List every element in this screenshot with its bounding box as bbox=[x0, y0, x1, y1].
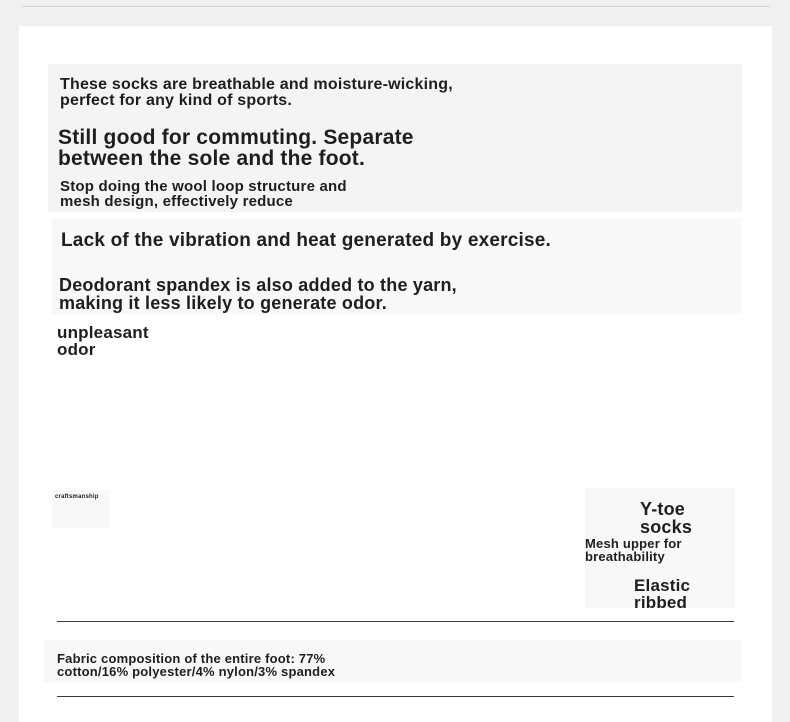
mesh-upper-label: Mesh upper for breathability bbox=[585, 536, 682, 564]
composition-divider-top bbox=[57, 621, 734, 622]
feature-text-breathable: These socks are breathable and moisture-wicking, perfect for any kind of sports. bbox=[60, 76, 453, 109]
top-divider bbox=[22, 6, 770, 7]
fabric-composition: Fabric composition of the entire foot: 77% cotton/16% polyester/4% nylon/3% spandex bbox=[57, 651, 336, 679]
feature-text-commuting: Still good for commuting. Separate between the sole and the foot. bbox=[58, 126, 414, 170]
elastic-ribbed-label: Elastic ribbed bbox=[634, 576, 691, 612]
feature-text-odor: unpleasant odor bbox=[57, 323, 149, 359]
y-toe-label: Y-toe socks bbox=[640, 499, 693, 537]
feature-text-vibration: Lack of the vibration and heat generated by exercise. bbox=[61, 230, 551, 251]
craftsmanship-label: craftsmanship bbox=[55, 494, 99, 500]
feature-text-deodorant: Deodorant spandex is also added to the yarn, making it less likely to generate odor. bbox=[59, 275, 457, 313]
composition-divider-bottom bbox=[57, 696, 734, 697]
feature-text-wool-loop: Stop doing the wool loop structure and mesh design, effectively reduce bbox=[60, 178, 347, 210]
